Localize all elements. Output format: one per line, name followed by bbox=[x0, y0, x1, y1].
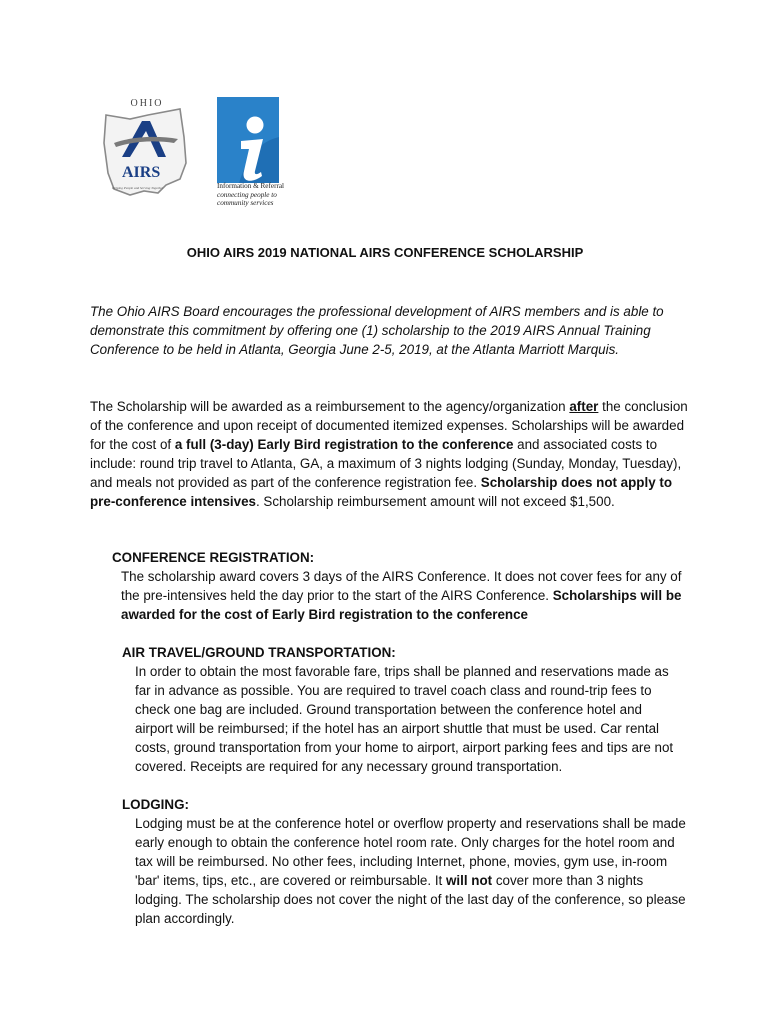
ir-caption-line2: connecting people to bbox=[217, 190, 277, 199]
ir-caption-line1: Information & Referral bbox=[217, 182, 285, 190]
full-registration-emphasis: a full (3-day) Early Bird registration to the conference bbox=[174, 437, 514, 452]
lodging-heading: LODGING: bbox=[122, 797, 189, 812]
will-not-emphasis: will not bbox=[446, 873, 493, 888]
reimb-text-2: the conclusion of the conference and upon receipt of documented itemized expenses. Scholarships will be awarded for the cost of bbox=[90, 399, 688, 452]
ohio-state-text: OHIO bbox=[130, 98, 164, 109]
reimbursement-paragraph bbox=[90, 397, 690, 511]
air-travel-section bbox=[122, 643, 682, 776]
ohio-airs-brand-text: AIRS bbox=[122, 164, 161, 181]
air-travel-body: In order to obtain the most favorable fare, trips shall be planned and reservations made as far in advance as possible. You are required to travel coach class and round-trip fees to check one bag are included. Ground transportation between the conference hotel and airport will be reimbursed; if the hotel has an airport shuttle that must be used. Car rental costs, ground transportation from your home to airport, airport parking fees and tips are not covered. Receipts are required for any necessary ground transportation. bbox=[135, 664, 674, 774]
ohio-airs-logo bbox=[100, 93, 192, 199]
info-referral-logo bbox=[217, 97, 327, 212]
lodging-body bbox=[122, 814, 687, 928]
document-title: OHIO AIRS 2019 NATIONAL AIRS CONFERENCE SCHOLARSHIP bbox=[186, 245, 584, 260]
lodging-section bbox=[122, 795, 687, 928]
conference-registration-heading: CONFERENCE REGISTRATION: bbox=[112, 550, 315, 565]
info-referral-letter bbox=[117, 0, 121, 1]
after-emphasis: after bbox=[569, 399, 599, 414]
reimb-text-3: and associated costs to include: round trip travel to Atlanta, GA, a maximum of 3 nights lodging (Sunday, Monday, Tuesday), and meals not provided as part of the conference registration fee. bbox=[90, 437, 682, 490]
lodging-text-1: Lodging must be at the conference hotel or overflow property and reservations shall be made early enough to obtain the conference hotel room rate. Only charges for the hotel room and tax will be reimbursed. No other fees, including Internet, phone, movies, gym use, in-room 'bar' items, tips, etc., are covered or reimbursable. It bbox=[135, 816, 686, 888]
conference-registration-section bbox=[112, 548, 682, 624]
ohio-airs-tagline: Helping People and Serving Together bbox=[112, 186, 164, 190]
info-referral-icon bbox=[217, 97, 279, 183]
conference-registration-text: The scholarship award covers 3 days of the AIRS Conference. It does not cover fees for any of the pre-intensives held the day prior to the start of the AIRS Conference. bbox=[121, 569, 682, 603]
no-intensives-emphasis: Scholarship does not apply to pre-conference intensives bbox=[90, 475, 673, 509]
ir-caption-line3: community services bbox=[217, 199, 274, 208]
reimb-text-4: . Scholarship reimbursement amount will not exceed $1,500. bbox=[255, 494, 615, 509]
conference-registration-bold: Scholarships will be awarded for the cost of Early Bird registration to the conference bbox=[121, 588, 682, 622]
info-referral-caption bbox=[217, 182, 337, 208]
intro-paragraph: The Ohio AIRS Board encourages the professional development of AIRS members and is able to demonstrate this commitment by offering one (1) scholarship to the 2019 AIRS Annual Training Conference to be held in Atlanta, Georgia June 2-5, 2019, at the Atlanta Marriott Marquis. bbox=[90, 304, 664, 357]
conference-registration-body bbox=[112, 567, 682, 624]
air-travel-heading: AIR TRAVEL/GROUND TRANSPORTATION: bbox=[122, 645, 396, 660]
reimb-text-1: The Scholarship will be awarded as a reimbursement to the agency/organization bbox=[90, 399, 570, 414]
lodging-text-2: cover more than 3 nights lodging. The scholarship does not cover the night of the last day of the conference, so please plan accordingly. bbox=[135, 873, 686, 926]
